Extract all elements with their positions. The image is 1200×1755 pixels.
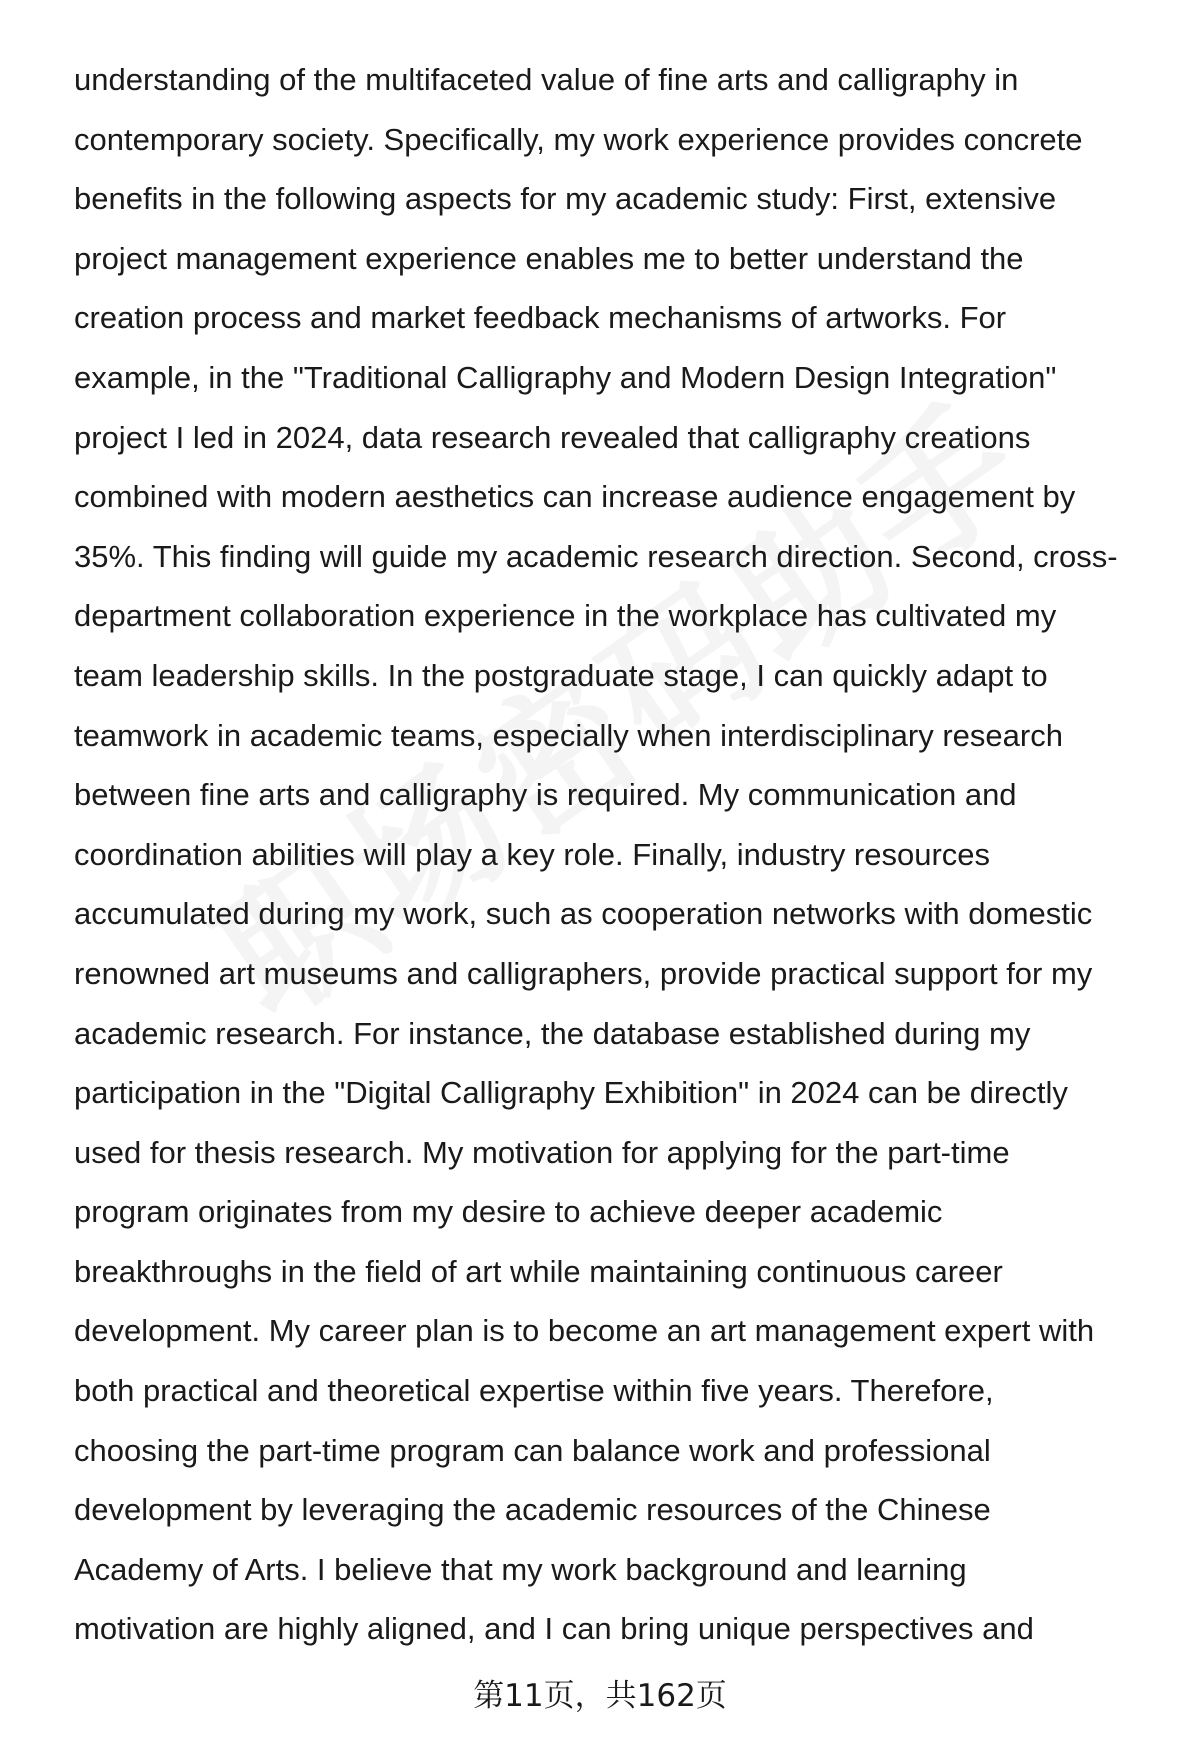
- text-line: example, in the "Traditional Calligraphy and Modern Design Integration": [74, 359, 1057, 395]
- text-line: motivation are highly aligned, and I can bring unique perspectives and: [74, 1611, 1034, 1647]
- text-line: project management experience enables me to better understand the: [74, 240, 1024, 276]
- text-line: benefits in the following aspects for my academic study: First, extensive: [74, 181, 1057, 217]
- text-line: coordination abilities will play a key role. Finally, industry resources: [74, 836, 991, 872]
- text-line: Academy of Arts. I believe that my work background and learning: [74, 1551, 967, 1587]
- text-line: choosing the part-time program can balance work and professional: [74, 1432, 991, 1468]
- text-line: accumulated during my work, such as cooperation networks with domestic: [74, 896, 1093, 932]
- text-line: renowned art museums and calligraphers, provide practical support for my: [74, 955, 1093, 991]
- body-text: [74, 50, 1154, 1659]
- text-line: contemporary society. Specifically, my work experience provides concrete: [74, 121, 1083, 157]
- text-line: combined with modern aesthetics can increase audience engagement by: [74, 479, 1076, 515]
- text-line: creation process and market feedback mechanisms of artworks. For: [74, 300, 1007, 336]
- page-number-footer: 第11页，共162页: [473, 1678, 727, 1714]
- text-line: project I led in 2024, data research revealed that calligraphy creations: [74, 419, 1031, 455]
- text-line: team leadership skills. In the postgraduate stage, I can quickly adapt to: [74, 657, 1048, 693]
- text-line: teamwork in academic teams, especially when interdisciplinary research: [74, 717, 1063, 753]
- text-line: participation in the "Digital Calligraphy Exhibition" in 2024 can be directly: [74, 1075, 1068, 1111]
- text-line: 35%. This finding will guide my academic research direction. Second, cross-: [74, 538, 1118, 574]
- text-line: program originates from my desire to achieve deeper academic: [74, 1194, 943, 1230]
- text-line: development by leveraging the academic resources of the Chinese: [74, 1492, 991, 1528]
- text-line: academic research. For instance, the database established during my: [74, 1015, 1031, 1051]
- text-line: between fine arts and calligraphy is required. My communication and: [74, 777, 1017, 813]
- text-line: used for thesis research. My motivation for applying for the part-time: [74, 1134, 1010, 1170]
- text-line: development. My career plan is to become an art management expert with: [74, 1313, 1095, 1349]
- text-line: department collaboration experience in the workplace has cultivated my: [74, 598, 1057, 634]
- text-line: both practical and theoretical expertise within five years. Therefore,: [74, 1373, 994, 1409]
- text-line: breakthroughs in the field of art while maintaining continuous career: [74, 1253, 1003, 1289]
- text-line: understanding of the multifaceted value of fine arts and calligraphy in: [74, 62, 1019, 97]
